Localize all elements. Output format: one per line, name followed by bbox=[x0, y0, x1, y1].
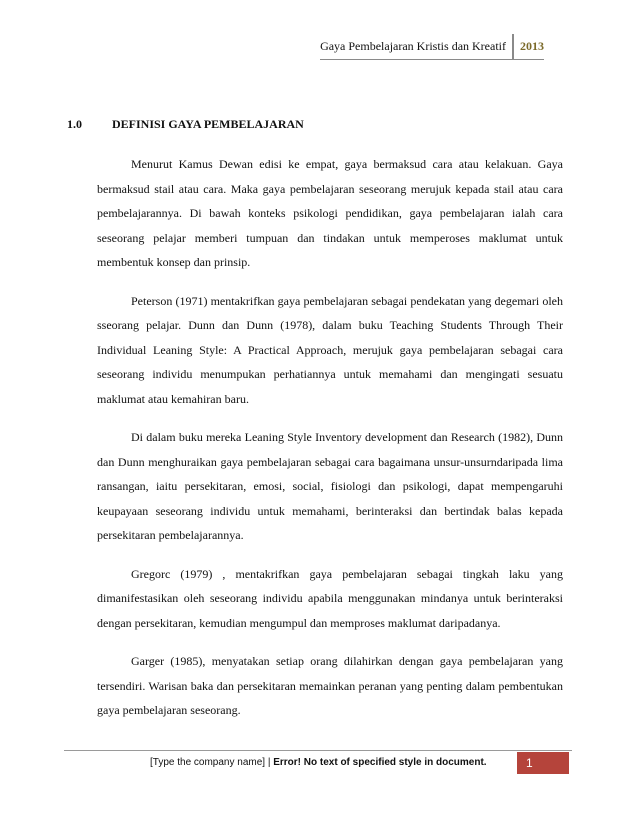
paragraph-2: Peterson (1971) mentakrifkan gaya pembelajaran sebagai pendekatan yang degemari oleh sseorang pelajar. Dunn dan Dunn (1978), dalam buku Teaching Students Through Their Individual Leaning Style: A Practical Approach, merujuk gaya pembelajaran sebagai cara seseorang individu menumpukan perhatiannya untuk memahami dan mengingati sesuatu maklumat atau kemahiran baru. bbox=[97, 293, 563, 406]
section-heading bbox=[67, 117, 304, 132]
page-header bbox=[320, 34, 544, 60]
header-title: Gaya Pembelajaran Kristis dan Kreatif bbox=[320, 34, 514, 60]
footer-error: Error! No text of specified style in document. bbox=[273, 757, 487, 768]
section-title: DEFINISI GAYA PEMBELAJARAN bbox=[112, 117, 304, 131]
paragraph-1: Menurut Kamus Dewan edisi ke empat, gaya bermaksud cara atau kelakuan. Gaya bermaksud stail atau cara. Maka gaya pembelajaran seseorang merujuk kepada stail atau cara pembelajarannya. Di bawah konteks psikologi pendidikan, gaya pembelajaran ialah cara seseorang pelajar memberi tumpuan dan tindakan untuk memperoses maklumat untuk membentuk konsep dan prinsip. bbox=[97, 157, 563, 269]
paragraph-3: Di dalam buku mereka Leaning Style Inventory development dan Research (1982), Dunn dan Dunn menghuraikan gaya pembelajaran sebagai cara bagaimana unsur-unsurndaripada lima ransangan, iaitu persekitaran, emosi, social, fisiologi dan psikologi, dapat mempengaruhi keupayaan seseorang individu untuk memahami, berinteraksi dan bertindak balas kepada persekitaran pembelajarannya. bbox=[97, 430, 563, 542]
footer-divider bbox=[64, 750, 572, 751]
footer-text bbox=[150, 752, 517, 774]
paragraph-4: Gregorc (1979) , mentakrifkan gaya pembelajaran sebagai tingkah laku yang dimanifestasikan oleh seseorang individu apabila menggunakan mindanya untuk berinteraksi dengan persekitaran, kemudian mengumpul dan memproses maklumat daripadanya. bbox=[97, 566, 563, 630]
section-number: 1.0 bbox=[67, 117, 82, 131]
paragraph-5: Garger (1985), menyatakan setiap orang dilahirkan dengan gaya pembelajaran yang tersendiri. Warisan baka dan persekitaran memainkan peranan yang penting dalam pembentukan gaya pembelajaran seseorang. bbox=[97, 654, 563, 717]
page-number: 1 bbox=[517, 752, 569, 774]
page-footer bbox=[150, 752, 569, 774]
header-year: 2013 bbox=[514, 34, 544, 60]
body-text bbox=[97, 152, 563, 737]
footer-company: [Type the company name] | bbox=[150, 757, 274, 768]
